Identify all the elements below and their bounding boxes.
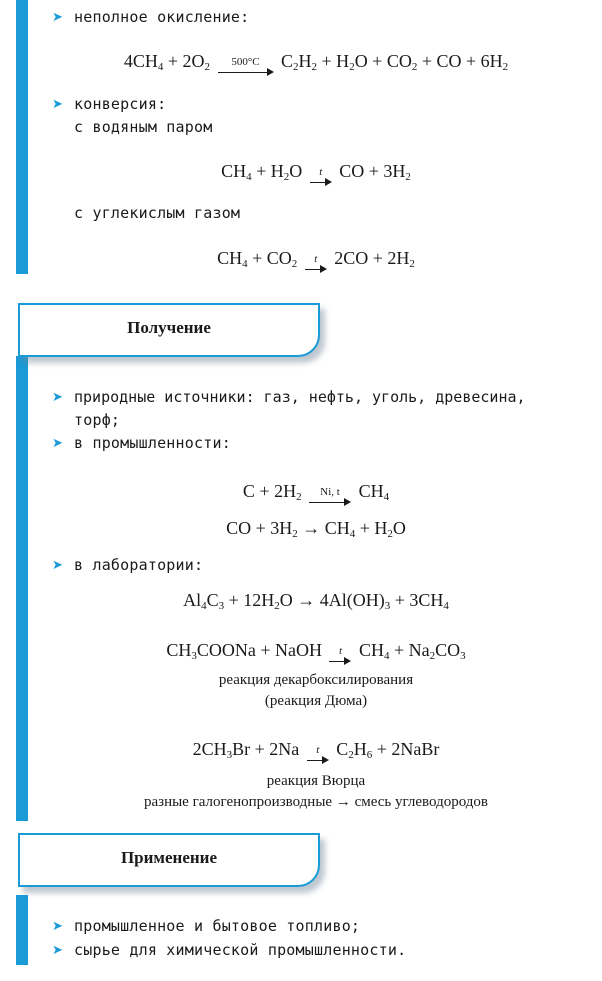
bullet-text-fuel: промышленное и бытовое топливо; (74, 917, 361, 935)
bullet-icon: ➤ (52, 918, 63, 933)
bullet-icon: ➤ (52, 557, 63, 572)
bullet-text-partial-oxidation: неполное окисление: (74, 8, 250, 26)
arrow-condition: Ni, t (320, 486, 340, 498)
equation-partial-oxidation: $4CH_4 + 2O_2$ 500°C $C_2H_2 + H_2O + CO_2$ + CO + $6H_2$ (30, 50, 602, 78)
bullet-text-laboratory: в лаборатории: (74, 556, 204, 574)
section-header-preparation (18, 303, 320, 357)
arrow-right-icon (329, 657, 351, 667)
equation-lab-1: $Al_4C_3 + 12H_2O \to 4Al(OH)_3 + 3CH_4$ (183, 590, 449, 612)
bullet-icon: ➤ (52, 435, 63, 450)
line-text-co2: с углекислым газом (74, 204, 241, 222)
arrow-condition: t (319, 166, 323, 178)
section-title-application: Применение (120, 848, 218, 867)
arrow-condition: t (314, 253, 318, 265)
equation-co2-conversion: $CH_4 + CO_2$ t $2CO + 2H_2$ (30, 247, 602, 275)
arrow-condition: t (338, 645, 343, 657)
bullet-icon: ➤ (52, 942, 63, 957)
accent-bar-bottom (16, 895, 28, 965)
equation-lab-2: $CH_3COONa$ + NaOH t $CH_4 + Na_2CO_3$ (30, 639, 602, 667)
arrow-right-icon (309, 498, 351, 508)
arrow-condition: 500°C (231, 56, 260, 68)
arrow-right-icon (310, 178, 332, 188)
bullet-text-raw-material: сырье для химической промышленности. (74, 941, 407, 959)
caption-decarboxylation: реакция декарбоксилирования (218, 672, 414, 688)
arrow-condition: t (316, 744, 320, 756)
caption-wurtz: реакция Вюрца (266, 773, 366, 789)
bullet-text-conversion: конверсия: (74, 95, 167, 113)
equation-industry-1: $C + 2H_2$ Ni, t $CH_4$ (30, 480, 602, 508)
equation-steam-conversion: $CH_4 + H_2O$ t CO + $3H_2$ (30, 160, 602, 188)
equation-industry-2: CO + $3H_2 \to CH_4 + H_2O$ (226, 518, 406, 540)
bullet-text-natural-sources-cont: торф; (74, 411, 121, 429)
caption-dumas: (реакция Дюма) (264, 693, 368, 709)
arrow-right-icon (307, 756, 329, 766)
accent-bar-middle (16, 356, 28, 821)
arrow-right-icon (218, 68, 274, 78)
section-title-preparation: Получение (127, 318, 211, 337)
bullet-text-natural-sources: природные источники: газ, нефть, уголь, древесина, (74, 388, 526, 406)
bullet-text-industry: в промышленности: (74, 434, 231, 452)
caption-halogen-mix: разные галогенопроизводные → смесь углеводородов (143, 794, 488, 810)
arrow-right-icon (305, 265, 327, 275)
bullet-icon: ➤ (52, 9, 63, 24)
line-text-steam: с водяным паром (74, 118, 213, 136)
equation-wurtz: $2CH_3Br + 2Na$ t $C_2H_6$ + 2NaBr (30, 738, 602, 766)
section-header-application (18, 833, 320, 887)
bullet-icon: ➤ (52, 96, 63, 111)
bullet-icon: ➤ (52, 389, 63, 404)
accent-bar-top (16, 0, 28, 274)
